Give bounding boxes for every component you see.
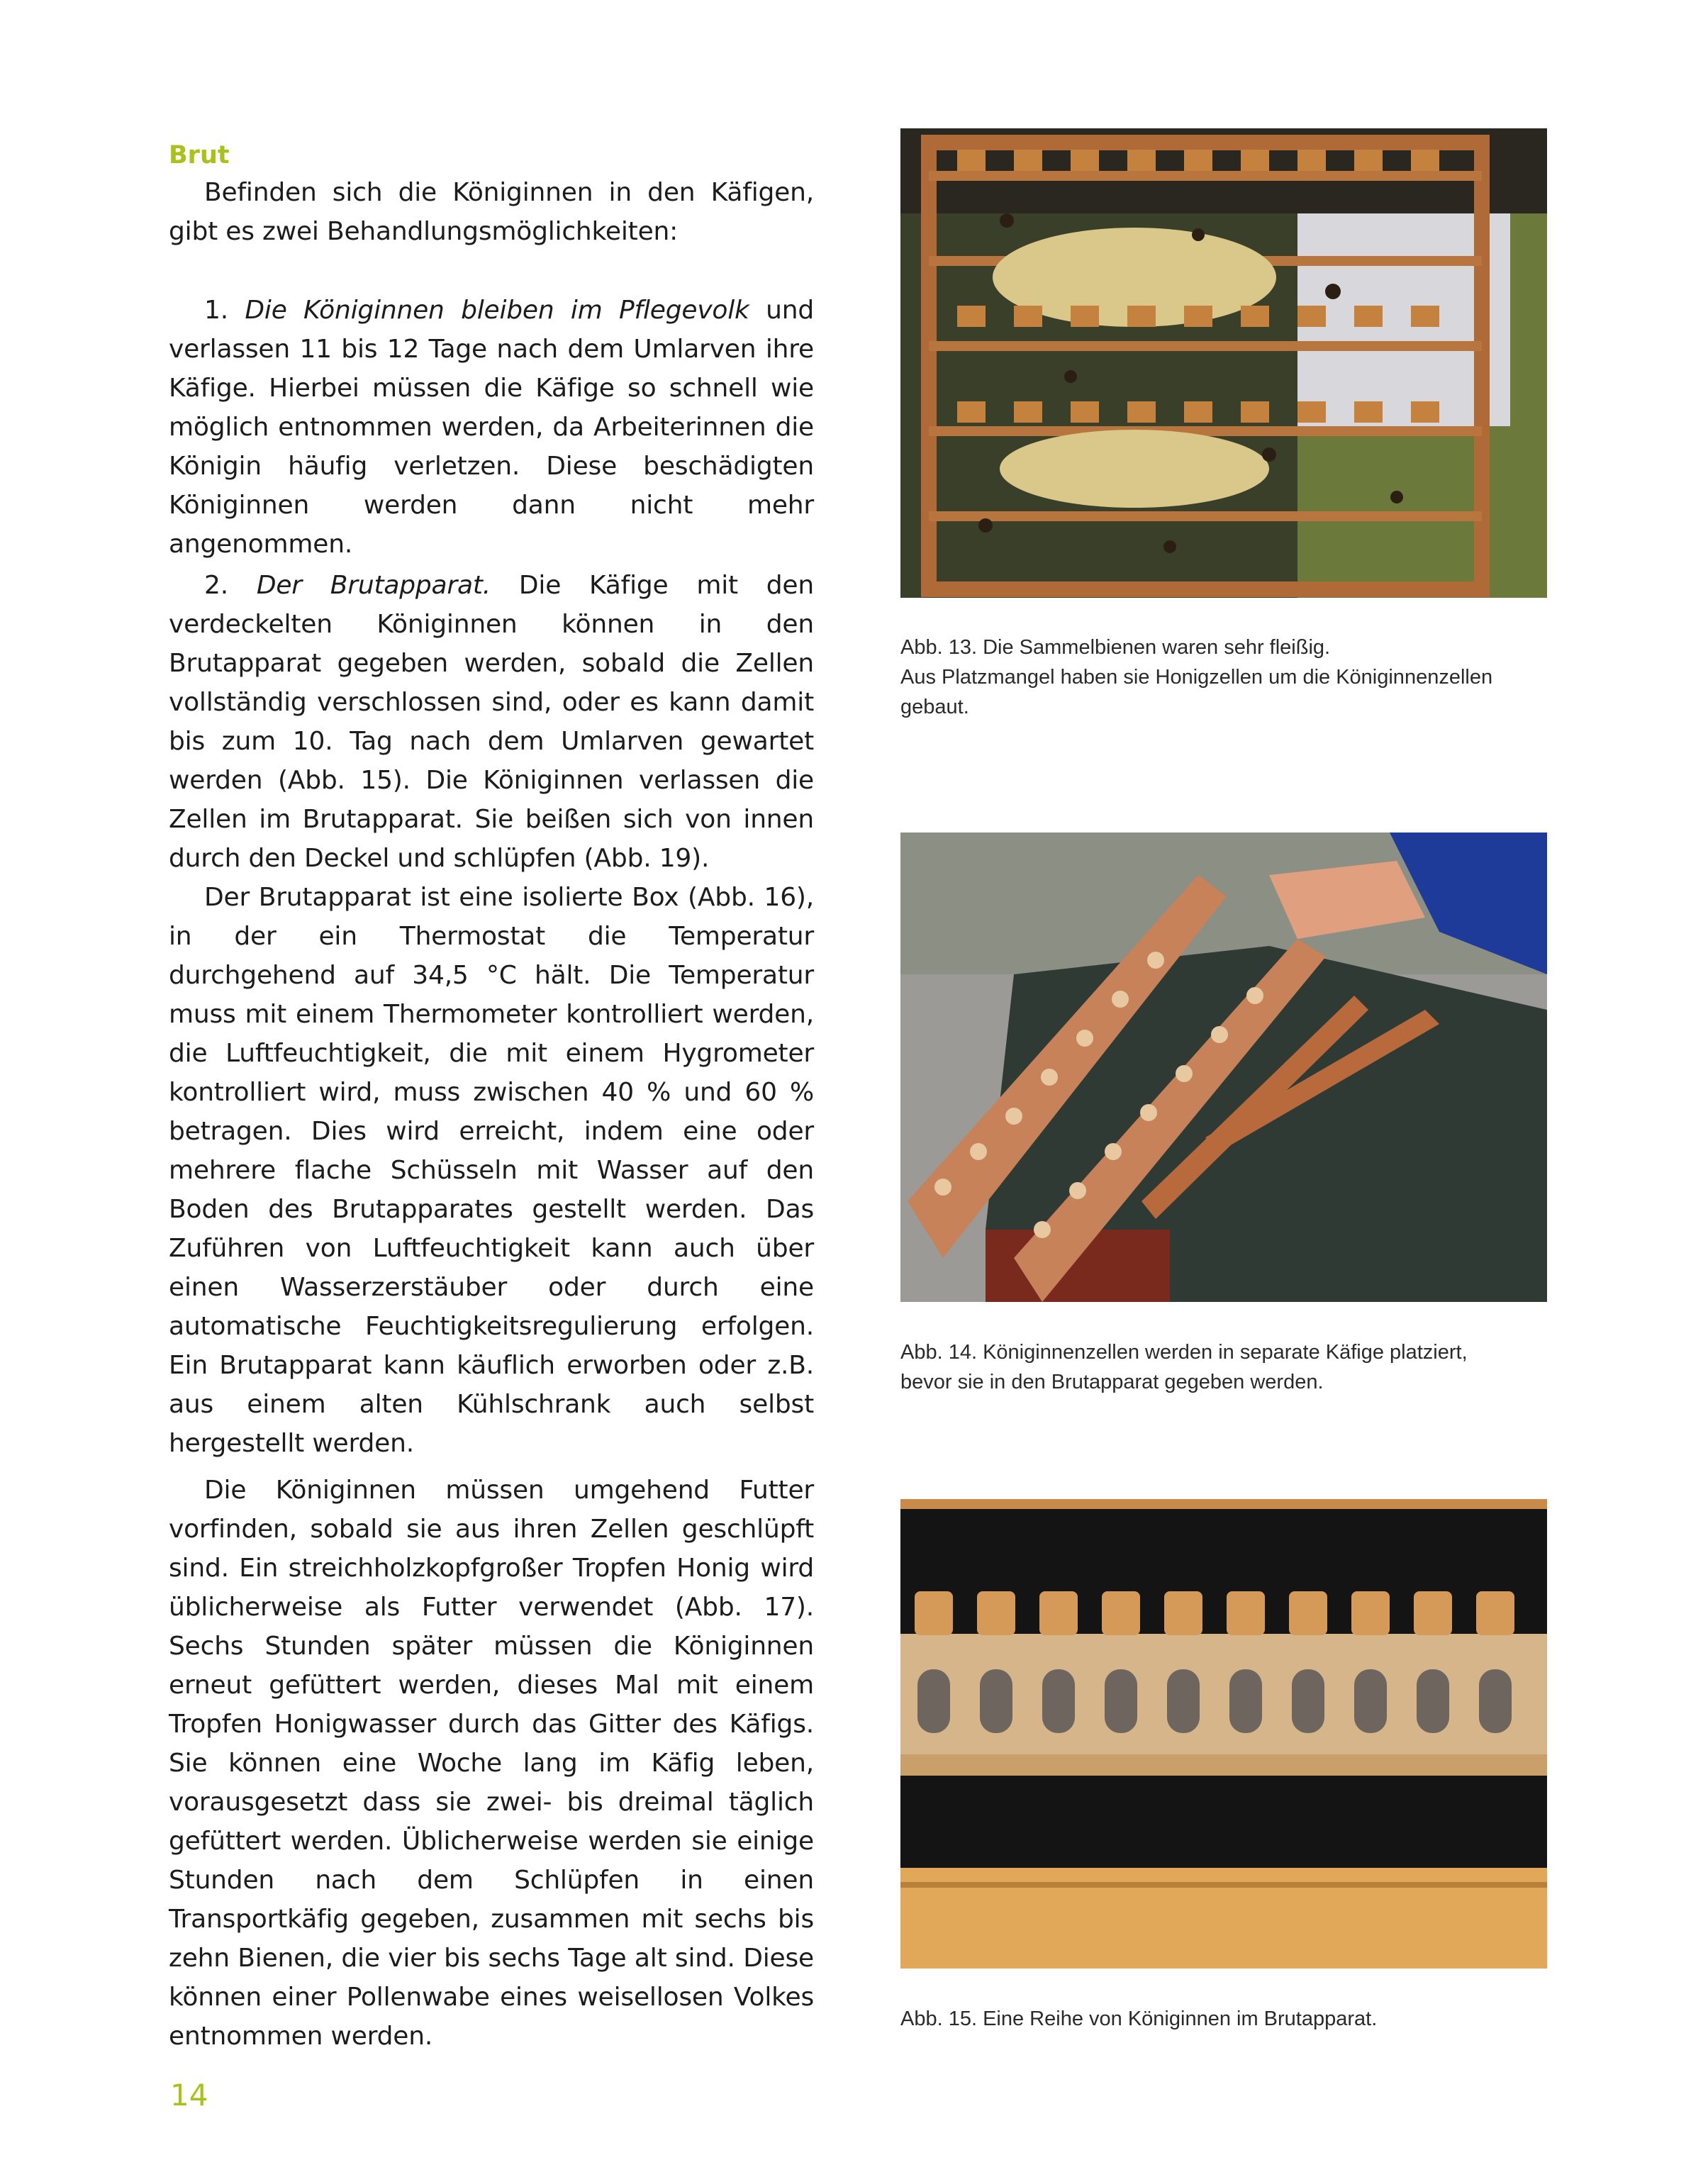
figure-13-caption-line2: Aus Platzmangel haben sie Honigzellen um die Königinnenzellen gebaut. — [900, 666, 1493, 718]
option2-number: 2. — [204, 571, 228, 600]
figure-13-caption-line1: Abb. 13. Die Sammelbienen waren sehr fleißig. — [900, 636, 1331, 659]
section-heading: Brut — [169, 141, 230, 169]
intro-text: Befinden sich die Königinnen in den Käfigen, gibt es zwei Behandlungsmöglichkeiten: — [169, 178, 814, 246]
option1-text: und verlassen 11 bis 12 Tage nach dem Umlarven ihre Käfige. Hierbei müssen die Käfige so schnell wie möglich entnommen werden, da Arbeiterinnen die Königin häufig verletzen. Diese beschädigten Königinnen werden dann nicht mehr angenommen. — [169, 296, 814, 559]
figure-13-caption — [900, 633, 1553, 722]
intro-paragraph — [169, 173, 814, 251]
option2-text: Die Käfige mit den verdeckelten Königinnen können in den Brutapparat gegeben werden, sobald die Zellen vollständig verschlossen sind, oder es kann damit bis zum 10. Tag nach dem Umlarven gewartet werden (Abb. 15). Die Königinnen verlassen die Zellen im Brutapparat. Sie beißen sich von innen durch den Deckel und schlüpfen (Abb. 19). — [169, 571, 815, 873]
feeding-paragraph — [169, 1471, 814, 2056]
page-number: 14 — [170, 2078, 208, 2112]
feeding-text: Die Königinnen müssen umgehend Futter vorfinden, sobald sie aus ihren Zellen geschlüpft sind. Ein streichholzkopfgroßer Tropfen Honig wird üblicherweise als Futter verwendet (Abb. 17). Sechs Stunden später müssen die Königinnen erneut gefüttert werden, dieses Mal mit einem Tropfen Honigwasser durch das Gitter des Käfigs. Sie können eine Woche lang im Käfig leben, vorausgesetzt dass sie zwei- bis dreimal täglich gefüttert werden. Üblicherweise werden sie einige Stunden nach dem Schlüpfen in einen Transportkäfig gegeben, zusammen mit sechs bis zehn Bienen, die vier bis sechs Tage alt sind. Diese können einer Pollenwabe eines weisellosen Volkes entnommen werden. — [169, 1476, 814, 2051]
option1-title: Die Königinnen bleiben im Pflegevolk — [245, 296, 749, 325]
option2-title: Der Brutapparat. — [256, 571, 491, 600]
incubator-text: Der Brutapparat ist eine isolierte Box (Abb. 16), in der ein Thermostat die Temperatur durchgehend auf 34,5 °C hält. Die Temperatur muss mit einem Thermometer kontrolliert werden, die Luftfeuchtigkeit, die mit einem Hygrometer kontrolliert wird, muss zwischen 40 % und 60 % betragen. Dies wird erreicht, indem eine oder mehrere flache Schüsseln mit Wasser auf den Boden des Brutapparates gestellt werden. Das Zuführen von Luftfeuchtigkeit kann auch über einen Wasserzerstäuber oder durch eine automatische Feuchtigkeitsregulierung erfolgen. Ein Brutapparat kann käuflich erworben oder z.B. aus einem alten Kühlschrank auch selbst hergestellt werden. — [169, 883, 814, 1458]
figure-15-caption — [900, 2004, 1553, 2034]
figure-14-caption — [900, 1337, 1553, 1397]
figure-15-caption-line1: Abb. 15. Eine Reihe von Königinnen im Brutapparat. — [900, 2008, 1378, 2030]
option2-paragraph — [169, 566, 814, 1463]
option1-paragraph — [169, 291, 814, 564]
figure-13-photo — [900, 128, 1547, 598]
figure-15-photo — [900, 1499, 1547, 1969]
option1-number: 1. — [204, 296, 228, 325]
figure-14-caption-line2: bevor sie in den Brutapparat gegeben werden. — [900, 1371, 1324, 1393]
figure-14-photo — [900, 833, 1547, 1302]
figure-14-caption-line1: Abb. 14. Königinnenzellen werden in separate Käfige platziert, — [900, 1341, 1468, 1364]
